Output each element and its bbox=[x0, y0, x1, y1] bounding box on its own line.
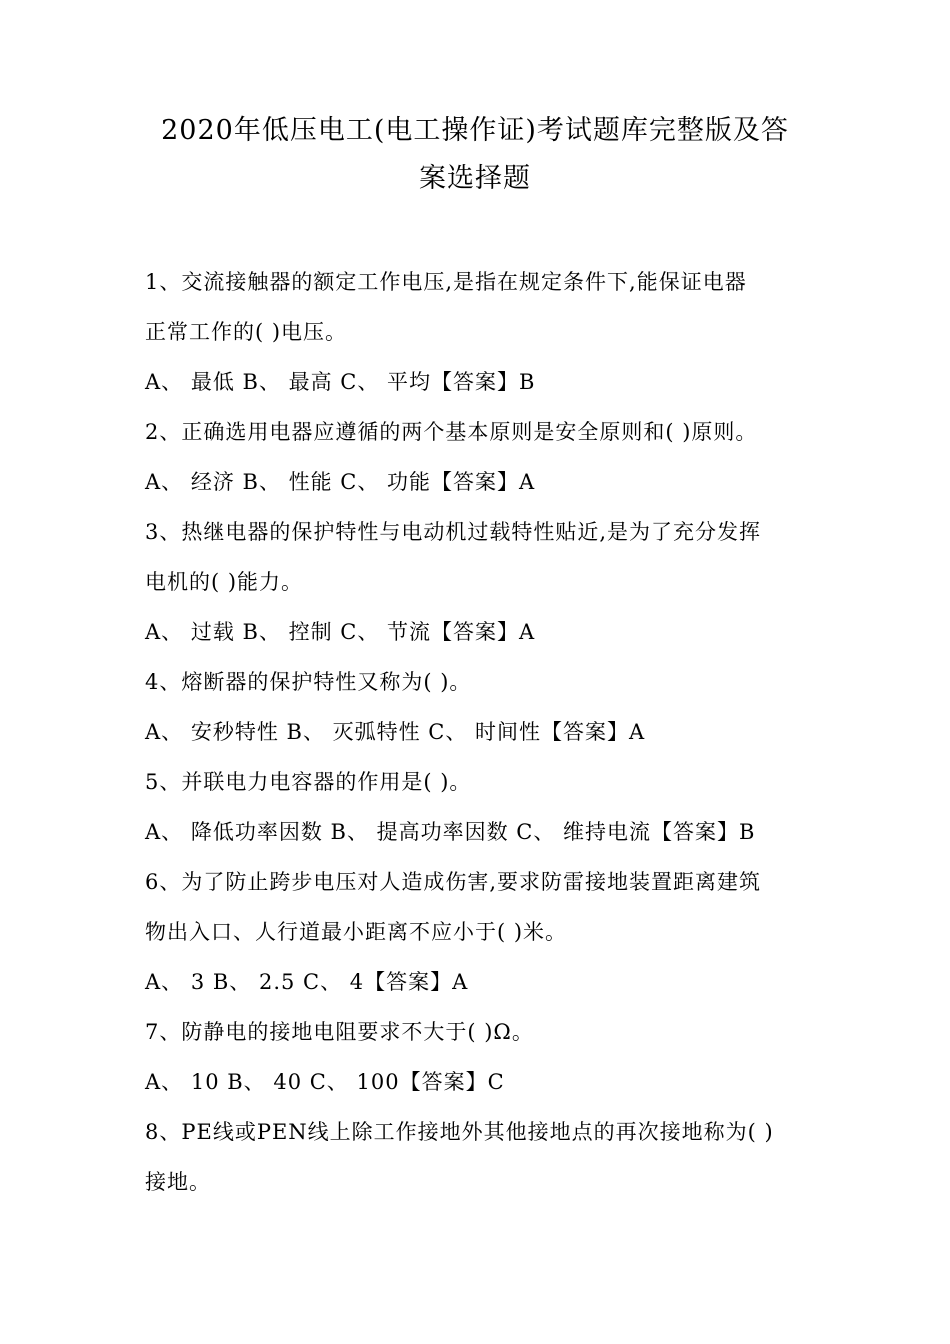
question-1-options: A、 最低 B、 最高 C、 平均【答案】B bbox=[145, 370, 536, 394]
question-8-text-line-2: 接地。 bbox=[145, 1170, 211, 1194]
question-1-text-line-1: 1、交流接触器的额定工作电压,是指在规定条件下,能保证电器 bbox=[145, 270, 747, 294]
question-6-text-line-1: 6、为了防止跨步电压对人造成伤害,要求防雷接地装置距离建筑 bbox=[145, 870, 762, 894]
question-5-text: 5、并联电力电容器的作用是( )。 bbox=[145, 770, 472, 794]
question-7-text: 7、防静电的接地电阻要求不大于( )Ω。 bbox=[145, 1020, 534, 1044]
question-8-text-line-1: 8、PE线或PEN线上除工作接地外其他接地点的再次接地称为( ) bbox=[145, 1120, 774, 1144]
question-4-options: A、 安秒特性 B、 灭弧特性 C、 时间性【答案】A bbox=[145, 720, 646, 744]
question-5-options: A、 降低功率因数 B、 提高功率因数 C、 维持电流【答案】B bbox=[145, 820, 756, 844]
question-2-text: 2、正确选用电器应遵循的两个基本原则是安全原则和( )原则。 bbox=[145, 420, 758, 444]
question-3-text-line-2: 电机的( )能力。 bbox=[145, 570, 304, 594]
document-title-line-1: 2020年低压电工(电工操作证)考试题库完整版及答 bbox=[161, 115, 789, 146]
question-1-text-line-2: 正常工作的( )电压。 bbox=[145, 320, 348, 344]
question-6-options: A、 3 B、 2.5 C、 4【答案】A bbox=[145, 970, 469, 994]
question-3-options: A、 过载 B、 控制 C、 节流【答案】A bbox=[145, 620, 536, 644]
question-3-text-line-1: 3、热继电器的保护特性与电动机过载特性贴近,是为了充分发挥 bbox=[145, 520, 762, 544]
question-2-options: A、 经济 B、 性能 C、 功能【答案】A bbox=[145, 470, 536, 494]
document-title-line-2: 案选择题 bbox=[419, 163, 531, 194]
question-6-text-line-2: 物出入口、人行道最小距离不应小于( )米。 bbox=[145, 920, 568, 944]
question-4-text: 4、熔断器的保护特性又称为( )。 bbox=[145, 670, 472, 694]
question-7-options: A、 10 B、 40 C、 100【答案】C bbox=[145, 1070, 505, 1094]
